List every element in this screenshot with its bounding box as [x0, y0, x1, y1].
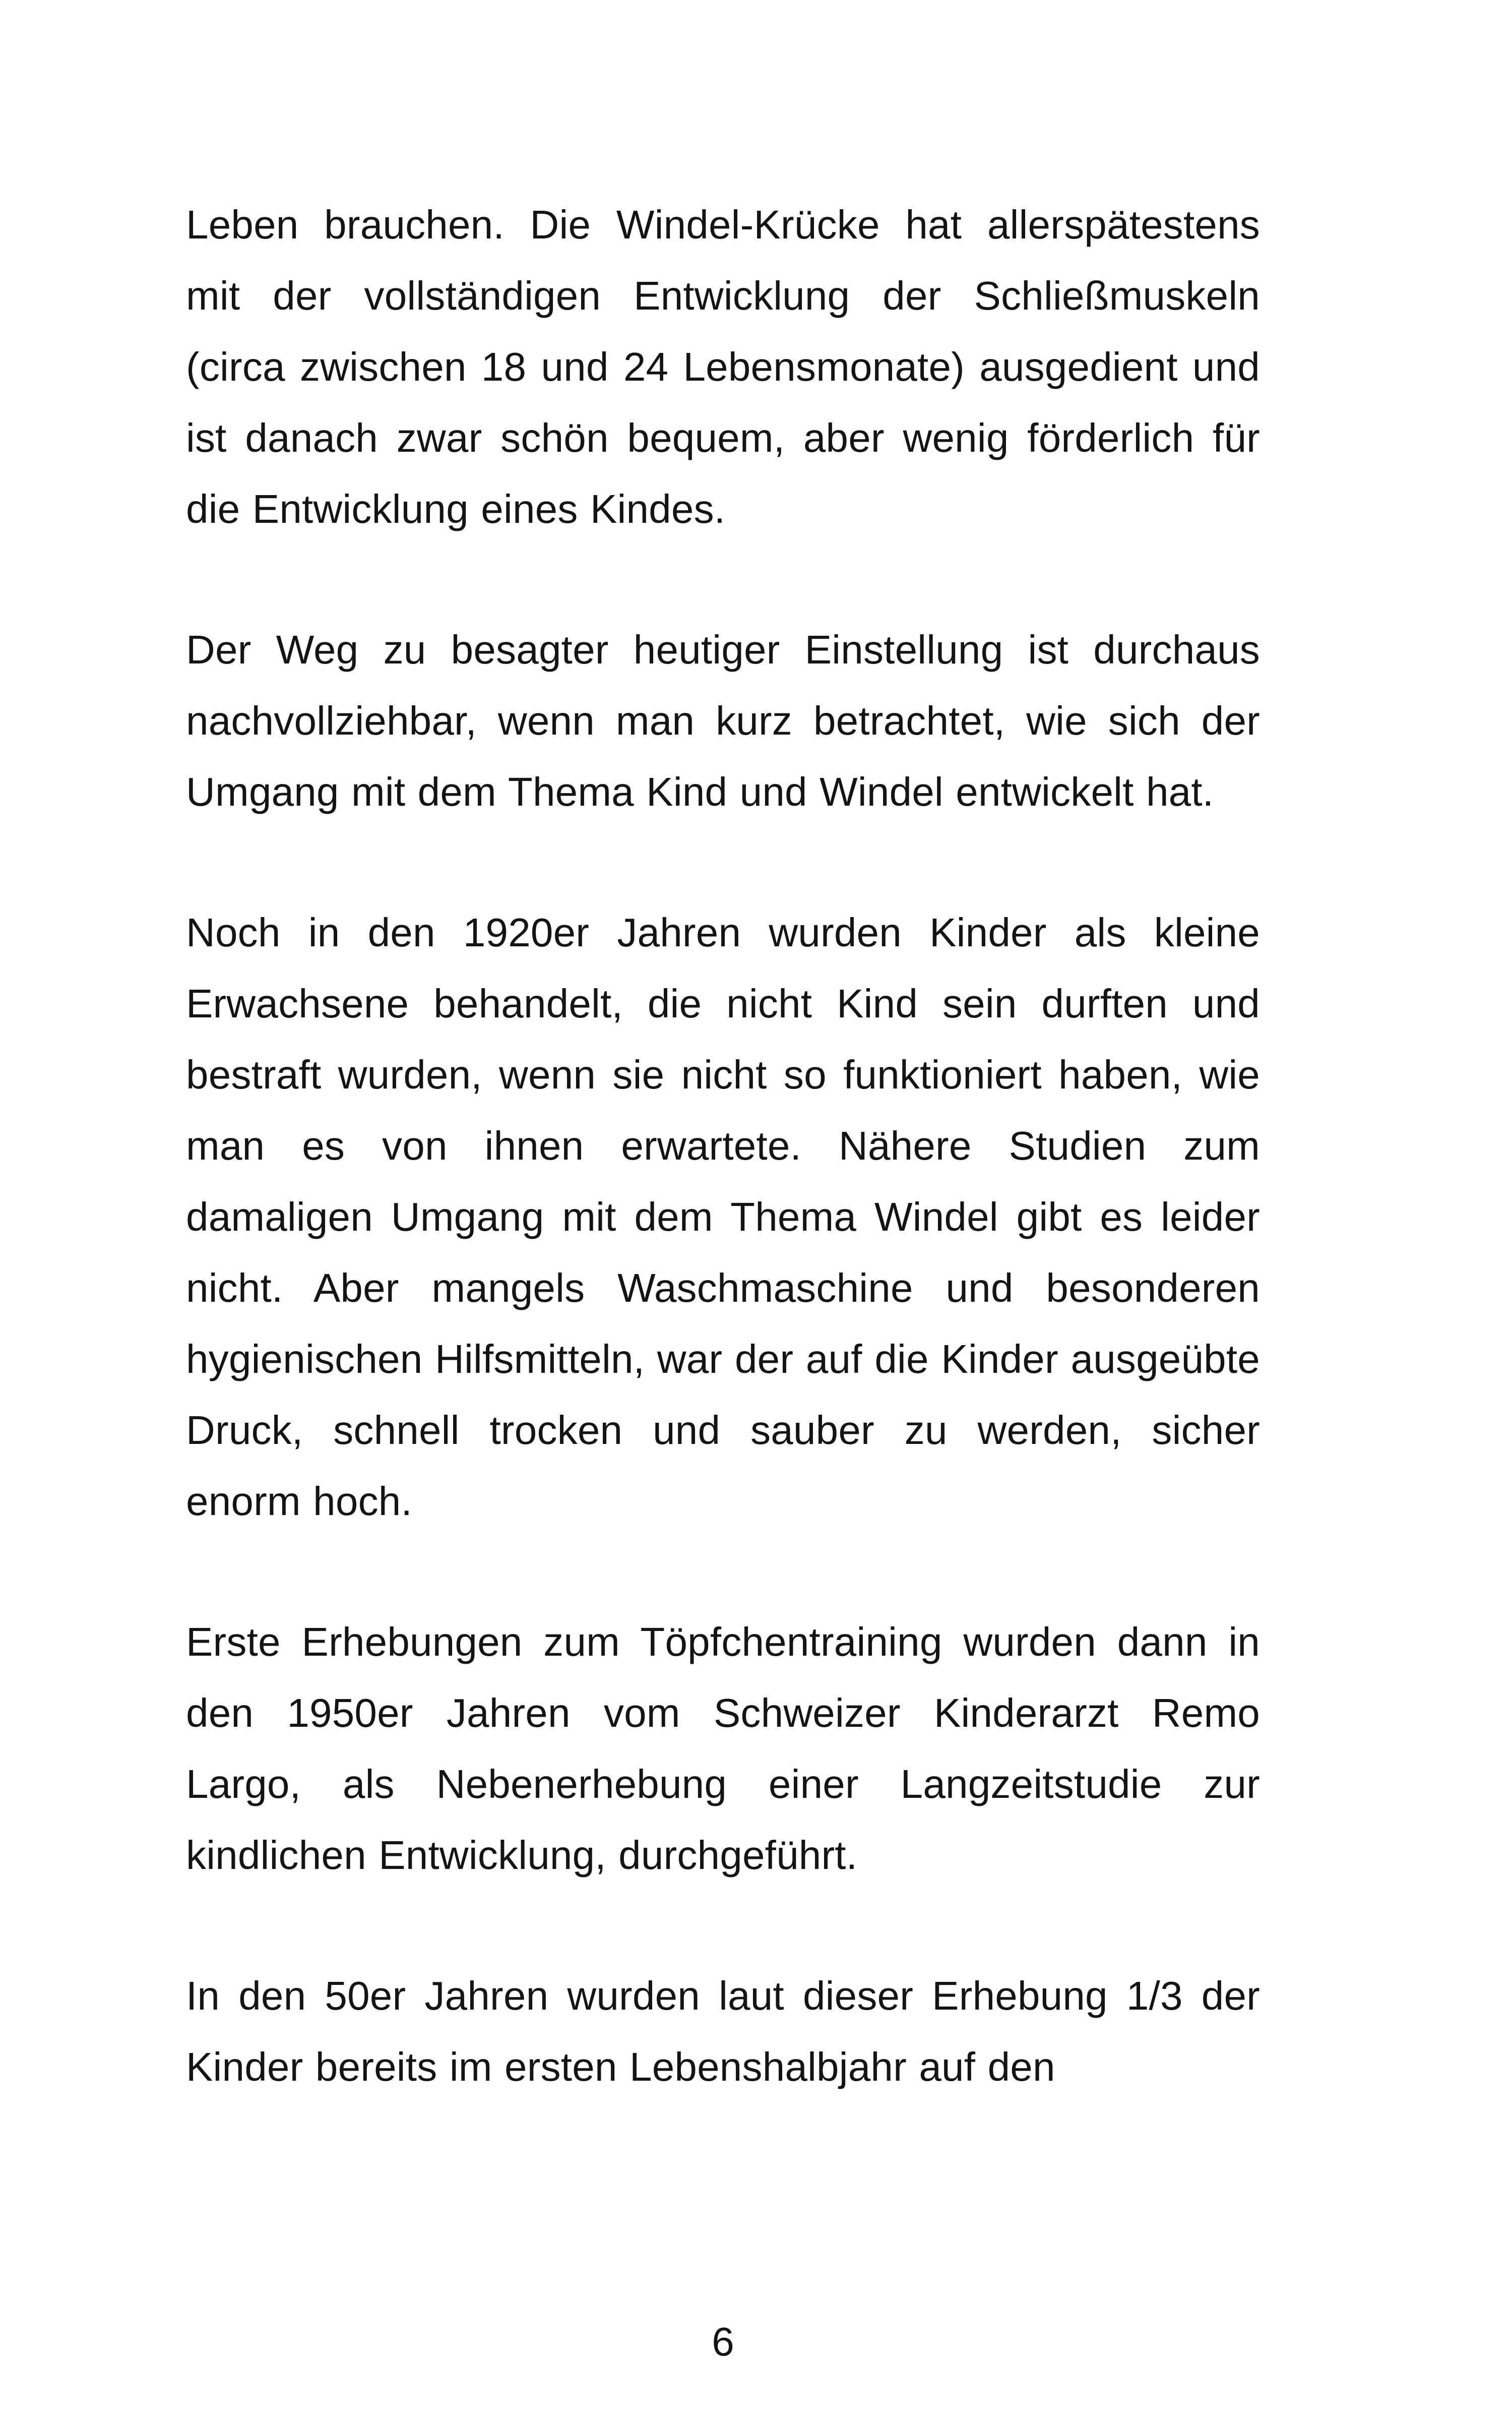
page-text — [186, 189, 1260, 2102]
paragraph-3: Noch in den 1920er Jahren wurden Kinder als kleine Erwachsene behandelt, die nicht Kind sein durften und bestraft wurden, wenn sie nicht so funktioniert haben, wie man es von ihnen erwartete. Nähere Studien zum damaligen Umgang mit dem Thema Windel gibt es leider nicht. Aber mangels Waschmaschine und besonderen hygienischen Hilfsmitteln, war der auf die Kinder ausgeübte Druck, schnell trocken und sauber zu werden, sicher enorm hoch. — [186, 910, 1260, 1524]
paragraph-2: Der Weg zu besagter heutiger Einstellung ist durchaus nachvollziehbar, wenn man kurz betrachtet, wie sich der Umgang mit dem Thema Kind und Windel entwickelt hat. — [186, 627, 1260, 814]
paragraph-5: In den 50er Jahren wurden laut dieser Erhebung 1/3 der Kinder bereits im ersten Lebenshalbjahr auf den — [186, 1973, 1260, 2089]
paragraph-4: Erste Erhebungen zum Töpfchentraining wurden dann in den 1950er Jahren vom Schweizer Kinderarzt Remo Largo, als Nebenerhebung einer Langzeitstudie zur kindlichen Entwicklung, durchgeführt. — [186, 1619, 1260, 1878]
page-number: 6 — [712, 2319, 734, 2364]
paragraph-1: Leben brauchen. Die Windel-Krücke hat allerspätestens mit der vollständigen Entwicklung der Schließmuskeln (circa zwischen 18 und 24 Lebensmonate) ausgedient und ist danach zwar schön bequem, aber wenig förderlich für die Entwicklung eines Kindes. — [186, 202, 1260, 531]
